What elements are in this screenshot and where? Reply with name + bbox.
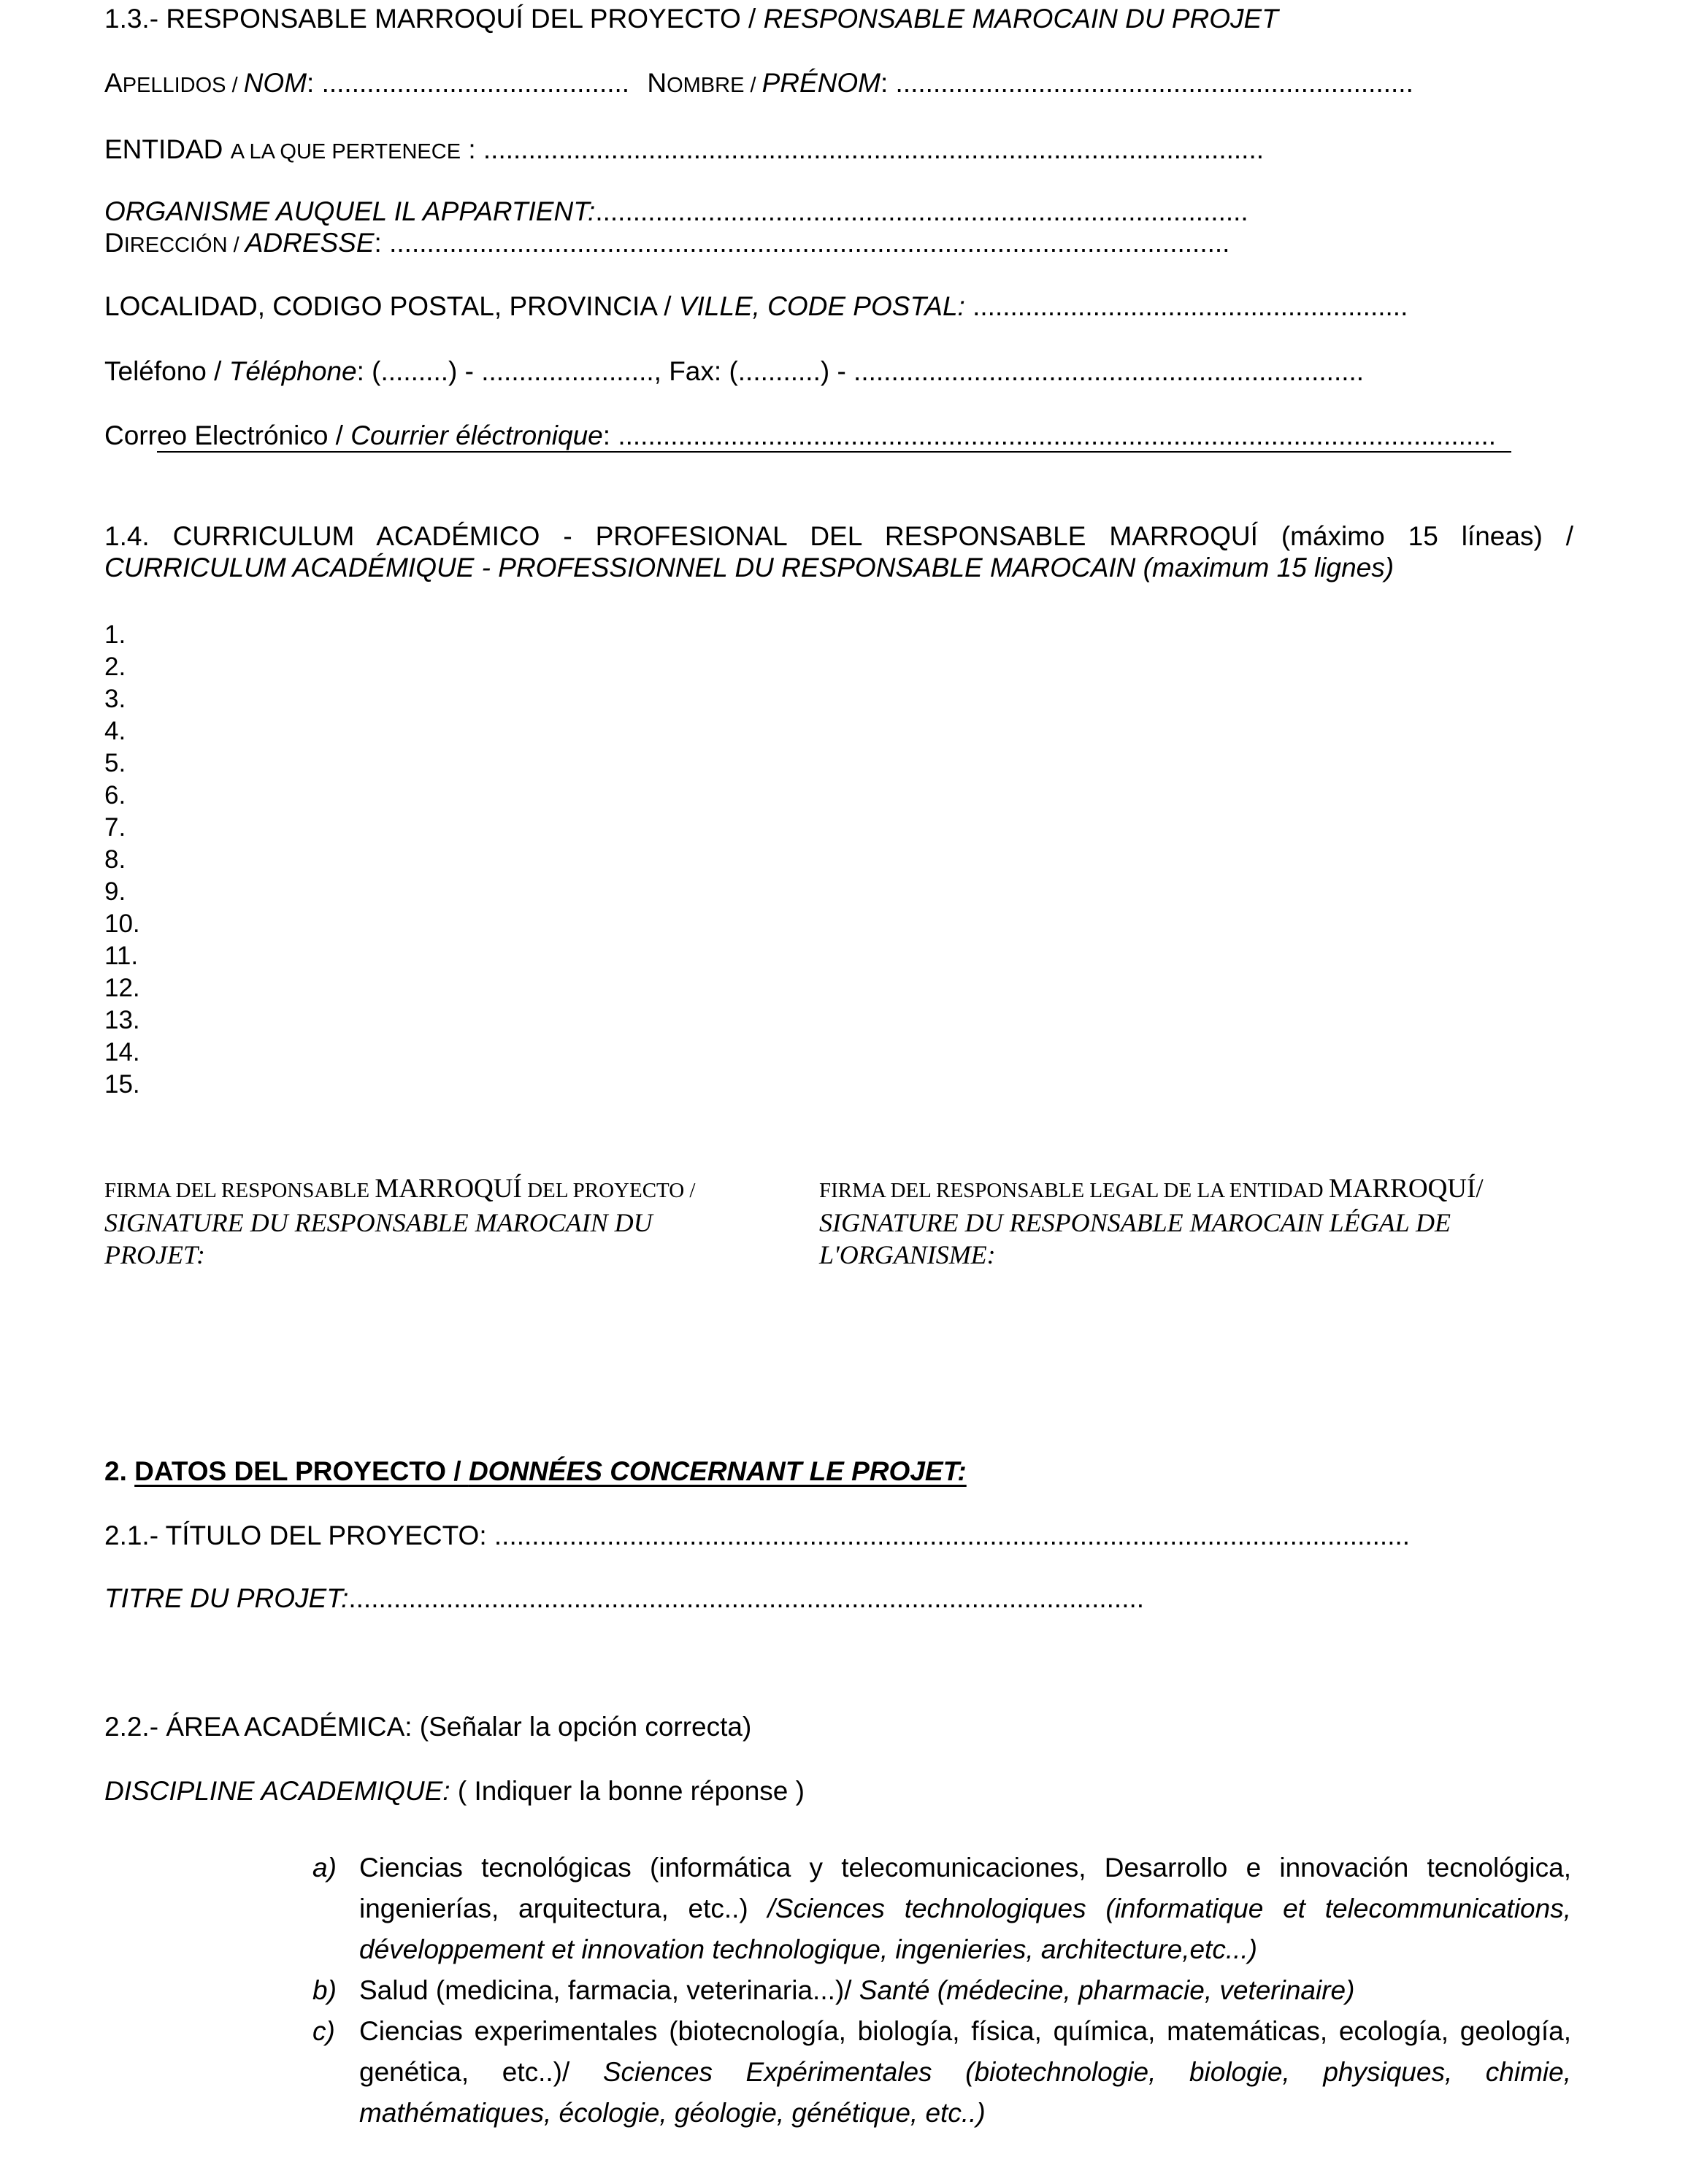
telefono-row: Teléfono / Téléphone: (.........) - ......................., Fax: (...........) - .................................................................... — [104, 356, 1365, 386]
cv-line[interactable]: 8. — [104, 845, 126, 874]
entidad-field[interactable]: : ........................................................................................................ — [461, 134, 1264, 164]
signature-right-fr-1: SIGNATURE DU RESPONSABLE MAROCAIN LÉGAL DE — [819, 1208, 1451, 1237]
section-2-heading: 2. DATOS DEL PROYECTO / DONNÉES CONCERNANT LE PROJET: — [104, 1456, 967, 1486]
titulo-field[interactable]: .......................................................................................................................... — [494, 1520, 1411, 1550]
cv-line[interactable]: 12. — [104, 974, 140, 1002]
name-row: APELLIDOS / NOM: ......................................... NOMBRE / PRÉNOM: ..................................................................... — [104, 68, 1413, 98]
cv-line[interactable]: 13. — [104, 1006, 140, 1034]
entidad-row: ENTIDAD A LA QUE PERTENECE : ........................................................................................................ — [104, 134, 1264, 164]
signature-right[interactable] — [819, 1172, 1484, 1271]
telefono-fax-fields[interactable]: : (.........) - ......................., Fax: (...........) - .................................................................... — [356, 356, 1365, 386]
organisme-row: ORGANISME AUQUEL IL APPARTIENT:....................................................................................... — [104, 196, 1248, 226]
section-1-4-heading-es: 1.4. CURRICULUM ACADÉMICO - PROFESIONAL DEL RESPONSABLE MARROQUÍ (máximo 15 líneas) / — [104, 521, 1573, 551]
cv-line[interactable]: 2. — [104, 653, 126, 681]
correo-row: Correo Electrónico / Courrier éléctronique: ..................................................................................................................... — [104, 420, 1497, 450]
area-heading-es: 2.2.- ÁREA ACADÉMICA: (Señalar la opción correcta) — [104, 1712, 752, 1742]
titre-row: TITRE DU PROJET:.......................................................................................................... — [104, 1583, 1145, 1613]
signature-left-fr-2: PROJET: — [104, 1240, 205, 1269]
area-option-b[interactable]: b) Salud (medicina, farmacia, veterinaria...)/ Santé (médecine, pharmacie, veterinaire) — [312, 1975, 1355, 2005]
titre-field[interactable]: .......................................................................................................... — [348, 1583, 1145, 1613]
cv-line[interactable]: 11. — [104, 942, 139, 970]
nom-field[interactable]: : ......................................... — [307, 68, 630, 98]
apellidos-label: APELLIDOS / — [104, 68, 244, 98]
courrier-field[interactable]: : ..................................................................................................................... — [602, 420, 1497, 450]
signature-left[interactable] — [104, 1172, 695, 1271]
signature-left-es: FIRMA DEL RESPONSABLE MARROQUÍ DEL PROYECTO / — [104, 1174, 696, 1204]
area-heading-fr: DISCIPLINE ACADEMIQUE: ( Indiquer la bonne réponse ) — [104, 1776, 805, 1806]
titulo-row: 2.1.- TÍTULO DEL PROYECTO: .......................................................................................................................... — [104, 1520, 1411, 1550]
cv-line[interactable]: 15. — [104, 1070, 140, 1099]
correo-underline — [157, 451, 1511, 453]
signature-right-fr-2: L'ORGANISME: — [819, 1240, 996, 1269]
cv-line[interactable]: 14. — [104, 1038, 140, 1066]
signature-left-fr-1: SIGNATURE DU RESPONSABLE MAROCAIN DU — [104, 1208, 653, 1237]
organisme-field[interactable]: ....................................................................................... — [595, 196, 1248, 226]
cv-line[interactable]: 1. — [104, 620, 126, 649]
nombre-label: NOMBRE / — [647, 68, 762, 98]
localidad-row: LOCALIDAD, CODIGO POSTAL, PROVINCIA / VILLE, CODE POSTAL: .......................................................... — [104, 291, 1408, 321]
signature-right-es: FIRMA DEL RESPONSABLE LEGAL DE LA ENTIDAD MARROQUÍ/ — [819, 1174, 1484, 1204]
cv-line[interactable]: 7. — [104, 813, 126, 842]
cv-line[interactable]: 6. — [104, 781, 126, 810]
cv-line[interactable]: 4. — [104, 717, 126, 745]
ville-field[interactable]: .......................................................... — [964, 291, 1408, 321]
direccion-label: DIRECCIÓN / — [104, 228, 245, 258]
cv-line[interactable]: 9. — [104, 877, 126, 906]
cv-line[interactable]: 3. — [104, 685, 126, 713]
area-option-a[interactable]: a) Ciencias tecnológicas (informática y telecomunicaciones, Desarrollo e innovación tecnológica, ingenierías, arquitectura, etc..) /Sciences technologiques (informatique et telecommunications, développement et innovation technologique, ingenieries, architecture,etc...) — [312, 1853, 1571, 1964]
section-1-3-heading: 1.3.- RESPONSABLE MARROQUÍ DEL PROYECTO / RESPONSABLE MAROCAIN DU PROJET — [104, 4, 1278, 34]
section-1-4-heading-fr: CURRICULUM ACADÉMIQUE - PROFESSIONNEL DU RESPONSABLE MAROCAIN (maximum 15 lignes) — [104, 553, 1394, 582]
prenom-field[interactable]: : ..................................................................... — [881, 68, 1413, 98]
adresse-field[interactable]: : ................................................................................................................ — [374, 228, 1230, 258]
cv-line[interactable]: 10. — [104, 910, 140, 938]
area-option-c[interactable]: c) Ciencias experimentales (biotecnología, biología, física, química, matemáticas, ecología, geología, genética, etc..)/ Sciences Expérimentales (biotechnologie, biologie, physiques, chimie, mathématiques, écologie, géologie, génétique, etc..) — [312, 2016, 1571, 2128]
cv-line[interactable]: 5. — [104, 749, 126, 777]
direccion-row: DIRECCIÓN / ADRESSE: ................................................................................................................ — [104, 228, 1230, 258]
